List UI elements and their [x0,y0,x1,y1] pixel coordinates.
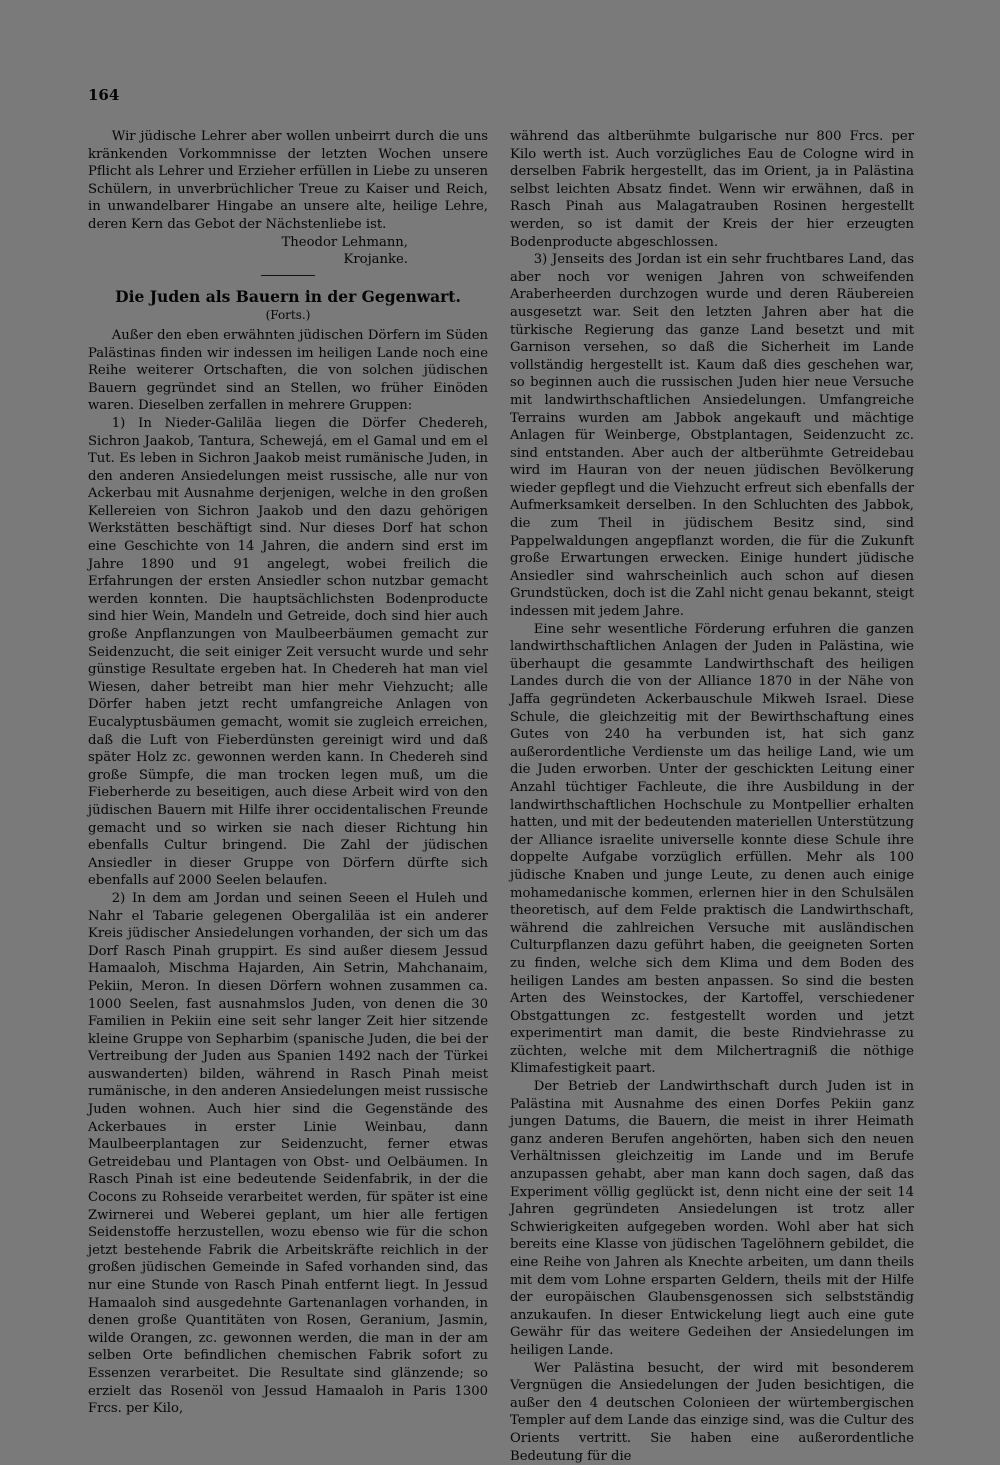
left-column [88,128,488,1418]
signature-place: Krojanke. [343,252,408,268]
signature-name: Theodor Lehmann, [281,234,408,250]
article-title: Die Juden als Bauern in der Gegenwart. [115,286,461,306]
section-divider [261,275,315,276]
right-column [510,128,914,1465]
intro-paragraph: Wir jüdische Lehrer aber wollen unbeirrt durch die uns kränkenden Vorkommnisse der letzten Wochen unsere Pflicht als Lehrer und Erzieher erfüllen in Liebe zu unseren Schülern, in unverbrüchlicher Treue zu Kaiser und Reich, in unwandelbarer Hingabe an unsere alte, heilige Lehre, deren Kern das Gebot der Nächstenliebe ist. [88,129,488,232]
page-number: 164 [88,86,120,104]
left-paragraph: 1) In Nieder-Galiläa liegen die Dörfer Chedereh, Sichron Jaakob, Tantura, Schewejá, em el Gamal und em el Tut. Es leben in Sichron Jaakob meist rumänische Juden, in den anderen Ansiedelungen meist russische, alle nur von Ackerbau mit Ausnahme derjenigen, welche in den großen Kellereien von Sichron Jaakob und den dazu gehörigen Werkstätten beschäftigt sind. Nur dieses Dorf hat schon eine Geschichte von 14 Jahren, die andern sind erst im Jahre 1890 und 91 angelegt, wobei freilich die Erfahrungen der ersten Ansiedler schon nutzbar gemacht werden konnten. Die hauptsächlichsten Bodenproducte sind hier Wein, Mandeln und Getreide, doch sind hier auch große Anpflanzungen von Maulbeerbäumen gemacht zur Seidenzucht, die seit einiger Zeit versucht wurde und sehr günstige Resultate ergeben hat. In Chedereh hat man viel Wiesen, daher betreibt man hier mehr Viehzucht; alle Dörfer haben jetzt recht umfangreiche Anlagen von Eucalyptusbäumen gemacht, womit sie zugleich erreichen, daß die Luft von Fieberdünsten gereinigt wird und daß später Holz zc. gewonnen werden kann. In Chedereh sind große Sümpfe, die man trocken legen muß, um die Fieberherde zu beseitigen, auch diese Arbeit wird von den jüdischen Bauern mit Hilfe ihrer occidentalischen Freunde gemacht und so wirken sie nach dieser Richtung hin ebenfalls Cultur bringend. Die Zahl der jüdischen Ansiedler in dieser Gruppe von Dörfern dürfte sich ebenfalls auf 2000 Seelen belaufen. [88,415,488,889]
right-paragraph: Eine sehr wesentliche Förderung erfuhren die ganzen landwirthschaftlichen Anlagen der Juden in Palästina, wie überhaupt die gesammte Landwirthschaft des heiligen Landes durch die von der Alliance 1870 in der Nähe von Jaffa gegründeten Ackerbauschule Mikweh Israel. Diese Schule, die gleichzeitig mit der Bewirthschaftung eines Gutes von 240 ha verbunden ist, hat sich ganz außerordentliche Verdienste um das heilige Land, wie um die Juden erworben. Unter der geschickten Leitung einer Anzahl tüchtiger Fachleute, die ihre Ausbildung in der landwirthschaftlichen Hochschule zu Montpellier erhalten hatten, und mit der bedeutenden materiellen Unterstützung der Alliance israelite universelle konnte diese Schule ihre doppelte Aufgabe vorzüglich erfüllen. Mehr als 100 jüdische Knaben und junge Leute, zu denen auch einige mohamedanische kommen, erlernen hier in den Schulsälen theoretisch, auf dem Felde praktisch die Landwirthschaft, während die zahlreichen Versuche mit ausländischen Culturpflanzen dazu geführt haben, die geeigneten Sorten zu finden, welche sich dem Klima und dem Boden des heiligen Landes am besten anpassen. So sind die besten Arten des Weinstockes, der Kartoffel, verschiedener Obstgattungen zc. festgestellt worden und jetzt experimentirt man damit, die beste Rindviehrasse zu züchten, welche mit dem Milchertragniß die nöthige Klimafestigkeit paart. [510,621,914,1077]
left-paragraph: Außer den eben erwähnten jüdischen Dörfern im Süden Palästinas finden wir indessen im heiligen Lande noch eine Reihe weiterer Ortschaften, die von solchen jüdischen Bauern gegründet sind an Stellen, wo früher Einöden waren. Dieselben zerfallen in mehrere Gruppen: [88,327,488,414]
right-paragraph: Der Betrieb der Landwirthschaft durch Juden ist in Palästina mit Ausnahme des einen Dorfes Pekiin ganz jungen Datums, die Bauern, die meist in ihrer Heimath ganz anderen Berufen angehörten, haben sich den neuen Verhältnissen gleichzeitig im Lande und im Berufe anzupassen gehabt, aber man kann doch sagen, daß das Experiment völlig geglückt ist, denn nicht eine der seit 14 Jahren gegründeten Ansiedelungen ist trotz aller Schwierigkeiten aufgegeben worden. Wohl aber hat sich bereits eine Klasse von jüdischen Tagelöhnern gebildet, die eine Reihe von Jahren als Knechte arbeiten, um dann theils mit dem vom Lohne ersparten Geldern, theils mit der Hilfe der europäischen Glaubensgenossen sich selbstständig anzukaufen. In dieser Entwickelung liegt auch eine gute Gewähr für das weitere Gedeihen der Ansiedelungen im heiligen Lande. [510,1079,914,1358]
article-subtitle: (Forts.) [265,308,311,323]
right-paragraph: während das altberühmte bulgarische nur 800 Frcs. per Kilo werth ist. Auch vorzügliches Eau de Cologne wird in derselben Fabrik hergestellt, das im Orient, ja in Palästina selbst leichten Absatz findet. Wenn wir erwähnen, daß in Rasch Pinah aus Malagatrauben Rosinen hergestellt werden, so ist damit der Kreis der hier erzeugten Bodenproducte abgeschlossen. [510,129,914,250]
left-paragraph: 2) In dem am Jordan und seinen Seeen el Huleh und Nahr el Tabarie gelegenen Obergaliläa ist ein anderer Kreis jüdischer Ansiedelungen vorhanden, der sich um das Dorf Rasch Pinah gruppirt. Es sind außer diesem Jessud Hamaaloh, Mischma Hajarden, Ain Setrin, Mahchanaim, Pekiin, Meron. In diesen Dörfern wohnen zusammen ca. 1000 Seelen, fast ausnahmslos Juden, von denen die 30 Familien in Pekiin eine seit sehr langer Zeit hier sitzende kleine Gruppe von Sepharbim (spanische Juden, die bei der Vertreibung der Juden aus Spanien 1492 nach der Türkei auswanderten) bilden, während in Rasch Pinah meist rumänische, in den anderen Ansiedelungen meist russische Juden wohnen. Auch hier sind die Gegenstände des Ackerbaues in erster Linie Weinbau, dann Maulbeerplantagen zur Seidenzucht, ferner etwas Getreidebau und Plantagen von Obst- und Oelbäumen. In Rasch Pinah ist eine bedeutende Seidenfabrik, in der die Cocons zu Rohseide verarbeitet werden, für später ist eine Zwirnerei und Weberei geplant, um hier alle fertigen Seidenstoffe herzustellen, wozu ebenso wie für die schon jetzt bestehende Fabrik die Arbeitskräfte reichlich in der großen jüdischen Gemeinde in Safed vorhanden sind, das nur eine Stunde von Rasch Pinah entfernt liegt. In Jessud Hamaaloh sind ausgedehnte Gartenanlagen vorhanden, in denen große Quantitäten von Rosen, Geranium, Jasmin, wilde Orangen, zc. gewonnen werden, die man in der am selben Orte befindlichen chemischen Fabrik sofort zu Essenzen verarbeitet. Die Resultate sind glänzende; so erzielt das Rosenöl von Jessud Hamaaloh in Paris 1300 Frcs. per Kilo, [88,890,488,1417]
right-paragraph: 3) Jenseits des Jordan ist ein sehr fruchtbares Land, das aber noch vor wenigen Jahren von schweifenden Araberheerden durchzogen wurde und deren Räubereien ausgesetzt war. Seit den letzten Jahren aber hat die türkische Regierung das ganze Land besetzt und mit Garnison versehen, so daß die Sicherheit im Lande vollständig hergestellt ist. Kaum daß dies geschehen war, so beginnen auch die russischen Juden hier neue Versuche mit landwirthschaftlichen Ansiedelungen. Umfangreiche Terrains wurden am Jabbok angekauft und mächtige Anlagen für Weinberge, Obstplantagen, Seidenzucht zc. sind entstanden. Aber auch der altberühmte Getreidebau wird im Hauran von der neuen jüdischen Bevölkerung wieder gepflegt und die Viehzucht erfreut sich ebenfalls der Aufmerksamkeit derselben. In den Schluchten des Jabbok, die zum Theil in jüdischem Besitz sind, sind Pappelwaldungen angepflanzt worden, die für die Zukunft große Erwartungen erwecken. Einige hundert jüdische Ansiedler sind wahrscheinlich auch schon auf diesen Grundstücken, doch ist die Zahl nicht genau bekannt, steigt indessen mit jedem Jahre. [510,252,914,620]
right-paragraph: Wer Palästina besucht, der wird mit besonderem Vergnügen die Ansiedelungen der Juden besichtigen, die außer den 4 deutschen Colonieen der würtembergischen Templer auf dem Lande das einzige sind, was die Cultur des Orients vertritt. Sie haben eine außerordentliche Bedeutung für die [510,1360,914,1464]
